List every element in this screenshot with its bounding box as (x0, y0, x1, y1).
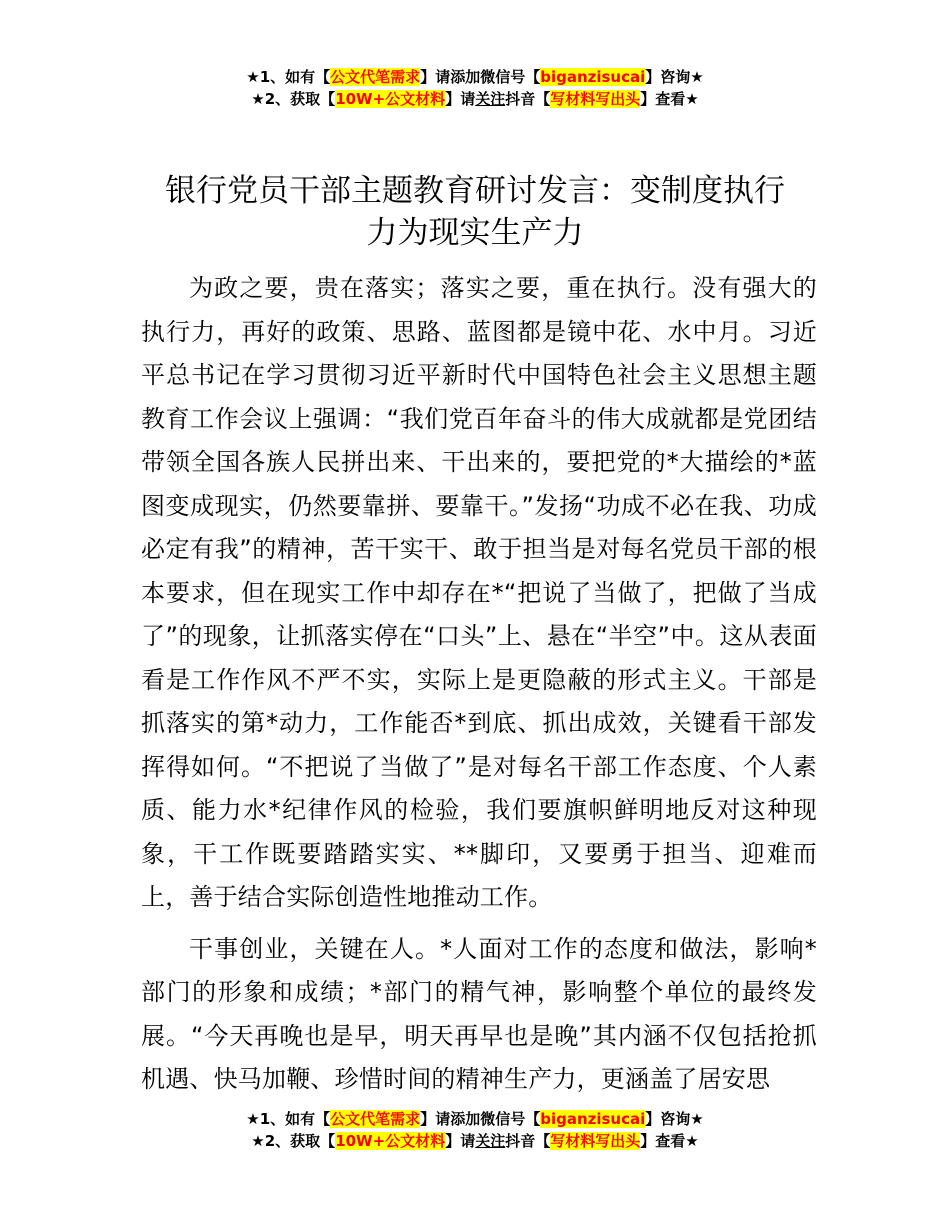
banner-highlight: 写材料写出头 (550, 90, 641, 108)
banner-highlight: 10W+公文材料 (335, 90, 446, 108)
banner-text: 】请 (445, 90, 476, 108)
banner-line-2 (0, 1130, 950, 1152)
header-banner (0, 66, 950, 110)
banner-highlight: biganzisucai (540, 68, 646, 86)
banner-text: 】请添加微信号【 (420, 68, 541, 86)
banner-line-2 (0, 88, 950, 110)
banner-highlight: 10W+公文材料 (335, 1132, 446, 1150)
banner-text: 】请 (445, 1132, 476, 1150)
banner-text: ★1、如有【 (246, 68, 331, 86)
banner-line-1 (0, 66, 950, 88)
paragraph: 为政之要，贵在落实；落实之要，重在执行。没有强大的执行力，再好的政策、思路、蓝图都是镜中花、水中月。习近平总书记在学习贯彻习近平新时代中国特色社会主义思想主题教育工作会议上强调：“我们党百年奋斗的伟大成就都是党团结带领全国各族人民拼出来、干出来的，要把党的*大描绘的*蓝图变成现实，仍然要靠拼、要靠干。”发扬“功成不必在我、功成必定有我”的精神，苦干实干、敢于担当是对每名党员干部的根本要求，但在现实工作中却存在*“把说了当做了，把做了当成了”的现象，让抓落实停在“口头”上、悬在“半空”中。这从表面看是工作作风不严不实，实际上是更隐蔽的形式主义。干部是抓落实的第*动力，工作能否*到底、抓出成效，关键看干部发挥得如何。“不把说了当做了”是对每名干部工作态度、个人素质、能力水*纪律作风的检验，我们要旗帜鲜明地反对这种现象，干工作既要踏踏实实、**脚印，又要勇于担当、迎难而上，善于结合实际创造性地推动工作。 (141, 274, 817, 911)
footer-banner (0, 1108, 950, 1152)
banner-text: 抖音【 (505, 90, 551, 108)
title-line-2: 力为现实生产力 (366, 215, 584, 251)
paragraph: 干事创业，关键在人。*人面对工作的态度和做法，影响*部门的形象和成绩；*部门的精气神，影响整个单位的最终发展。“今天再晚也是早，明天再早也是晚”其内涵不仅包括抢抓机遇、快马加鞭、珍惜时间的精神生产力，更涵盖了居安思 (141, 934, 817, 1093)
banner-text: 】请添加微信号【 (420, 1110, 541, 1128)
banner-text: 抖音【 (505, 1132, 551, 1150)
banner-underlined: 关注 (475, 1132, 506, 1150)
banner-text: ★2、获取【 (251, 1132, 336, 1150)
banner-text: 】咨询★ (645, 1110, 704, 1128)
banner-highlight: 公文代笔需求 (330, 68, 421, 86)
banner-text: ★2、获取【 (251, 90, 336, 108)
banner-highlight: biganzisucai (540, 1110, 646, 1128)
banner-text: ★1、如有【 (246, 1110, 331, 1128)
banner-text: 】查看★ (640, 1132, 699, 1150)
banner-highlight: 公文代笔需求 (330, 1110, 421, 1128)
banner-text: 】咨询★ (645, 68, 704, 86)
banner-text: 】查看★ (640, 90, 699, 108)
document-title (0, 170, 950, 254)
title-line-1: 银行党员干部主题教育研讨发言：变制度执行 (165, 173, 785, 209)
document-body (141, 267, 817, 1102)
banner-highlight: 写材料写出头 (550, 1132, 641, 1150)
banner-underlined: 关注 (475, 90, 506, 108)
banner-line-1 (0, 1108, 950, 1130)
